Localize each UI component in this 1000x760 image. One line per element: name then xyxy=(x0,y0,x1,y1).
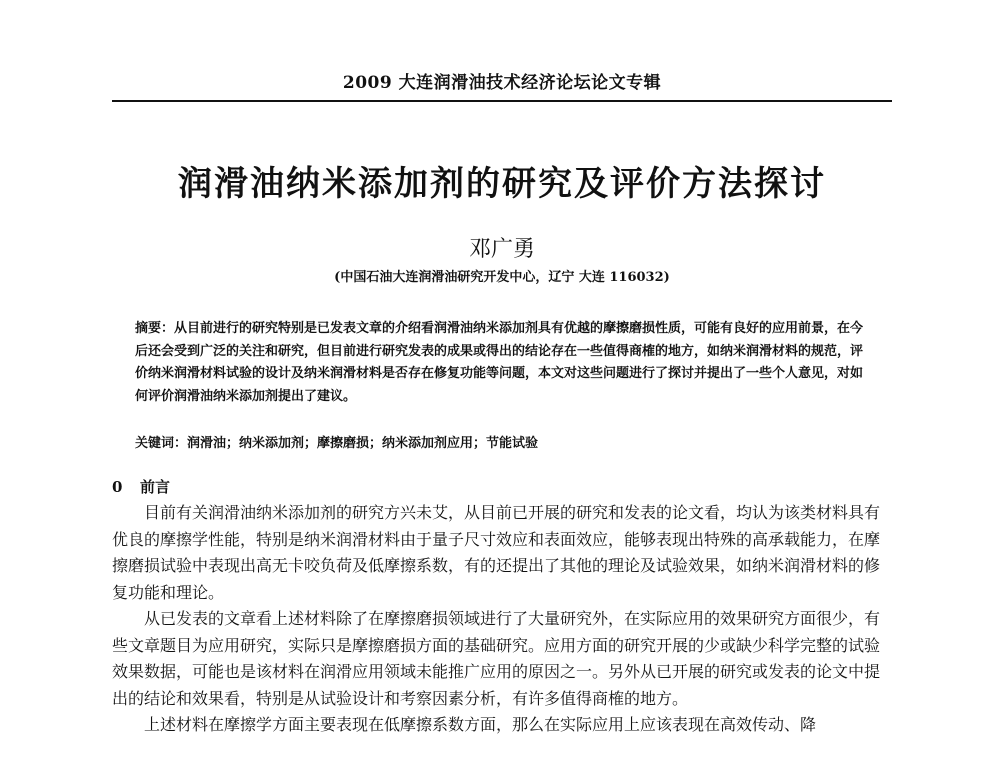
body-text xyxy=(112,500,894,739)
body-paragraph: 上述材料在摩擦学方面主要表现在低摩擦系数方面，那么在实际应用上应该表现在高效传动、降 xyxy=(144,715,817,734)
abstract xyxy=(135,318,875,408)
keywords-label: 关键词： xyxy=(135,436,188,451)
paper-title: 润滑油纳米添加剂的研究及评价方法探讨 xyxy=(178,164,826,204)
body-paragraph: 目前有关润滑油纳米添加剂的研究方兴未艾，从目前已开展的研究和发表的论文看，均认为该类材料具有优良的摩擦学性能，特别是纳米润滑材料由于量子尺寸效应和表面效应，能够表现出特殊的高承载能力，在摩擦磨损试验中表现出高无卡咬负荷及低摩擦系数，有的还提出了其他的理论及试验效果，如纳米润滑材料的修复功能和理论。 xyxy=(112,503,881,602)
abstract-label: 摘要： xyxy=(135,321,175,336)
section-heading xyxy=(112,476,170,497)
keywords xyxy=(135,432,875,451)
author-name: 邓广勇 xyxy=(468,237,535,262)
section-title: 前言 xyxy=(140,478,171,496)
section-number: 0 xyxy=(112,478,123,496)
running-header: 2009 大连润滑油技术经济论坛论文专辑 xyxy=(342,73,662,93)
body-paragraph: 从已发表的文章看上述材料除了在摩擦磨损领域进行了大量研究外，在实际应用的效果研究方面很少，有些文章题目为应用研究，实际只是摩擦磨损方面的基础研究。应用方面的研究开展的少或缺少科学完整的试验效果数据，可能也是该材料在润滑应用领域未能推广应用的原因之一。另外从已开展的研究或发表的论文中提出的结论和效果看，特别是从试验设计和考察因素分析，有许多值得商榷的地方。 xyxy=(112,609,881,708)
header-rule xyxy=(112,100,892,102)
keywords-text: 润滑油；纳米添加剂；摩擦磨损；纳米添加剂应用；节能试验 xyxy=(187,436,539,451)
author-affiliation: (中国石油大连润滑油研究开发中心，辽宁 大连 116032) xyxy=(334,270,670,285)
abstract-text: 从目前进行的研究特别是已发表文章的介绍看润滑油纳米添加剂具有优越的摩擦磨损性质，可能有良好的应用前景，在今后还会受到广泛的关注和研究，但目前进行研究发表的成果或得出的结论存在一些值得商榷的地方，如纳米润滑材料的规范，评价纳米润滑材料试验的设计及纳米润滑材料是否存在修复功能等问题，本文对这些问题进行了探讨并提出了一些个人意见，对如何评价润滑油纳米添加剂提出了建议。 xyxy=(135,321,864,404)
